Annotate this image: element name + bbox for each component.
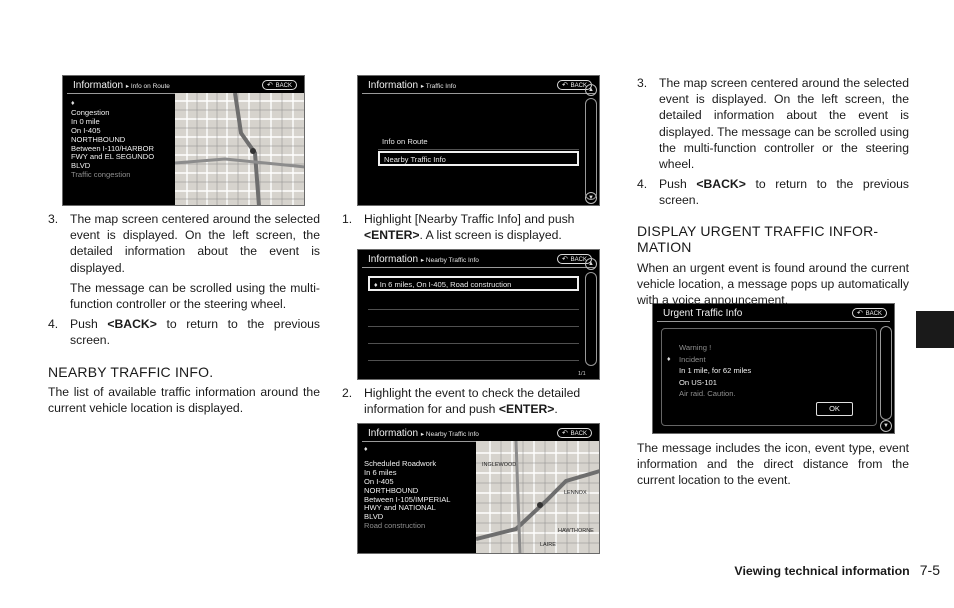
screen-title: Information ▸ Traffic Info bbox=[368, 80, 457, 91]
event-type-line: ♦ Incident bbox=[667, 354, 706, 364]
screen-header bbox=[67, 79, 300, 94]
empty-list-row bbox=[368, 328, 579, 344]
map-label-inglewood: INGLEWOOD bbox=[482, 462, 517, 468]
detail-line-2: In 6 miles bbox=[364, 467, 397, 477]
screenshot-traffic-info bbox=[357, 75, 600, 206]
back-button[interactable]: ↶ BACK bbox=[262, 80, 297, 90]
back-button[interactable]: ↶ BACK bbox=[557, 80, 592, 90]
back-arrow-icon: ↶ bbox=[562, 256, 568, 263]
map-label-lennox: LENNOX bbox=[564, 490, 587, 496]
column-1-text bbox=[48, 211, 320, 416]
step-3-text: The map screen centered around the selected event is displayed. On the left screen, the detailed information about the event is displayed. The message can be scrolled using the multi-function controller or the steering wheel. bbox=[659, 76, 909, 172]
screen-title: Urgent Traffic Info bbox=[663, 308, 743, 319]
step-3-note: The message can be scrolled using the multi-function controller or the steering wheel. bbox=[70, 280, 320, 312]
scroll-rail[interactable] bbox=[585, 272, 597, 366]
road-line: On US-101 bbox=[679, 377, 717, 387]
page-indicator: 1/1 bbox=[578, 371, 586, 377]
scroll-down-icon[interactable]: ▼ bbox=[585, 192, 597, 204]
traffic-event-icon: ♦ bbox=[374, 282, 378, 289]
menu-item-info-on-route[interactable]: Info on Route bbox=[378, 135, 579, 150]
back-button[interactable]: ↶ BACK bbox=[557, 428, 592, 438]
detail-line-7: BLVD bbox=[364, 512, 384, 522]
nearby-body: The list of available traffic information around the current vehicle location is displayed. bbox=[48, 384, 320, 415]
detail-line-5: Between I-105/IMPERIAL bbox=[364, 494, 451, 504]
empty-list-row bbox=[368, 345, 579, 361]
detail-line-7: BLVD bbox=[71, 161, 91, 171]
column-3-text bbox=[637, 75, 909, 308]
event-detail-text bbox=[71, 100, 154, 180]
urgent-body-2: The message includes the icon, event type, event information and the direct distance from the current location to the event. bbox=[637, 441, 909, 488]
urgent-message bbox=[667, 342, 752, 400]
enter-key-label: <ENTER> bbox=[364, 228, 420, 243]
back-arrow-icon: ↶ bbox=[562, 82, 568, 89]
column-2-step-1 bbox=[342, 211, 614, 243]
incident-icon: ♦ bbox=[667, 355, 671, 363]
page-footer bbox=[734, 563, 940, 578]
empty-list-row bbox=[368, 311, 579, 327]
info-line: Air raid. Caution. bbox=[679, 389, 736, 398]
screen-header bbox=[657, 307, 890, 322]
step-2: 2. Highlight the event to check the detailed information for and push <ENTER>. bbox=[342, 386, 581, 417]
step-3: 3. The map screen centered around the selected event is displayed. On the left screen, the detailed information about the event is displayed. bbox=[48, 212, 320, 275]
map-label-hawthorne: HAWTHORNE bbox=[558, 528, 594, 534]
page-number: 7-5 bbox=[919, 562, 940, 578]
screen-header bbox=[362, 253, 595, 268]
step-4: 4. Push <BACK> to return to the previous screen. bbox=[48, 317, 321, 348]
detail-line-3: On I-405 bbox=[71, 125, 101, 135]
back-button[interactable]: ↶ BACK bbox=[852, 308, 887, 318]
step-3: 3. The map screen centered around the selected event is displayed. On the left screen, the detailed information about the event is displayed. The message can be scrolled using the multi-function controller or the steering wheel. bbox=[637, 76, 909, 172]
scroll-down-icon[interactable]: ▼ bbox=[880, 420, 892, 432]
map-label-laire: LAIRE bbox=[540, 542, 556, 548]
column-3-body-2 bbox=[637, 440, 909, 489]
back-arrow-icon: ↶ bbox=[562, 430, 568, 437]
detail-line-4: NORTHBOUND bbox=[364, 485, 419, 495]
screen-title: Information ▸ Nearby Traffic Info bbox=[368, 428, 479, 439]
empty-list-row bbox=[368, 294, 579, 310]
traffic-map bbox=[175, 93, 305, 206]
section-heading-urgent: DISPLAY URGENT TRAFFIC INFOR-MATION bbox=[637, 222, 879, 255]
menu-item-nearby-traffic-info[interactable]: Nearby Traffic Info bbox=[378, 151, 579, 166]
back-arrow-icon: ↶ bbox=[857, 310, 863, 317]
screenshot-urgent-traffic bbox=[652, 303, 895, 434]
traffic-event-icon: ♦ bbox=[71, 100, 75, 107]
warning-line: Warning ! bbox=[679, 343, 712, 352]
back-key-label: <BACK> bbox=[107, 317, 157, 332]
section-heading-nearby: NEARBY TRAFFIC INFO. bbox=[48, 363, 214, 380]
detail-line-3: On I-405 bbox=[364, 476, 394, 486]
screen-title: Information ▸ Info on Route bbox=[73, 80, 170, 91]
back-arrow-icon: ↶ bbox=[267, 82, 273, 89]
step-1: 1. Highlight [Nearby Traffic Info] and push <ENTER>. A list screen is displayed. bbox=[342, 212, 575, 243]
map-roads bbox=[175, 93, 305, 206]
event-type-line: Road construction bbox=[364, 521, 426, 531]
chapter-tab bbox=[916, 311, 954, 348]
event-detail-text bbox=[364, 446, 451, 531]
enter-key-label: <ENTER> bbox=[498, 402, 555, 417]
detail-line-4: NORTHBOUND bbox=[71, 134, 126, 144]
step-4: 4. Push <BACK> to return to the previous screen. bbox=[637, 177, 910, 208]
screen-header bbox=[362, 79, 595, 94]
back-button[interactable]: ↶ BACK bbox=[557, 254, 592, 264]
step-3-text: The map screen centered around the selected event is displayed. On the left screen, the detailed information about the event is displayed. bbox=[70, 212, 320, 275]
traffic-event-list-item[interactable]: ♦ In 6 miles, On I-405, Road construction bbox=[368, 276, 579, 291]
scroll-up-icon[interactable]: ▲ bbox=[585, 84, 597, 96]
scroll-rail[interactable] bbox=[585, 98, 597, 200]
scroll-up-icon[interactable]: ▲ bbox=[585, 258, 597, 270]
column-2-step-2 bbox=[342, 385, 614, 417]
screenshot-info-on-route bbox=[62, 75, 305, 206]
screenshot-nearby-list bbox=[357, 249, 600, 380]
screen-title: Information ▸ Nearby Traffic Info bbox=[368, 254, 479, 265]
detail-line-1: Congestion bbox=[71, 107, 110, 117]
back-key-label: <BACK> bbox=[696, 177, 746, 192]
traffic-map bbox=[476, 441, 600, 554]
detail-line-6: HWY and NATIONAL bbox=[364, 503, 436, 513]
ok-button[interactable]: OK bbox=[816, 402, 853, 416]
footer-section-label: Viewing technical information bbox=[734, 564, 910, 578]
detail-line-5: Between I-110/HARBOR bbox=[71, 143, 155, 153]
detail-line-6: FWY and EL SEGUNDO bbox=[71, 152, 155, 162]
detail-line-2: In 0 mile bbox=[71, 116, 100, 126]
scroll-rail[interactable] bbox=[880, 326, 892, 420]
traffic-event-icon: ♦ bbox=[364, 446, 368, 453]
urgent-body-1: When an urgent event is found around the current vehicle location, a message pops up automatically with a voice announcement. bbox=[637, 260, 909, 308]
event-type-line: Traffic congestion bbox=[71, 170, 131, 180]
detail-line-1: Scheduled Roadwork bbox=[364, 458, 437, 468]
screen-header bbox=[362, 427, 595, 442]
distance-line: In 1 mile, for 62 miles bbox=[679, 366, 752, 375]
screenshot-nearby-detail bbox=[357, 423, 600, 554]
